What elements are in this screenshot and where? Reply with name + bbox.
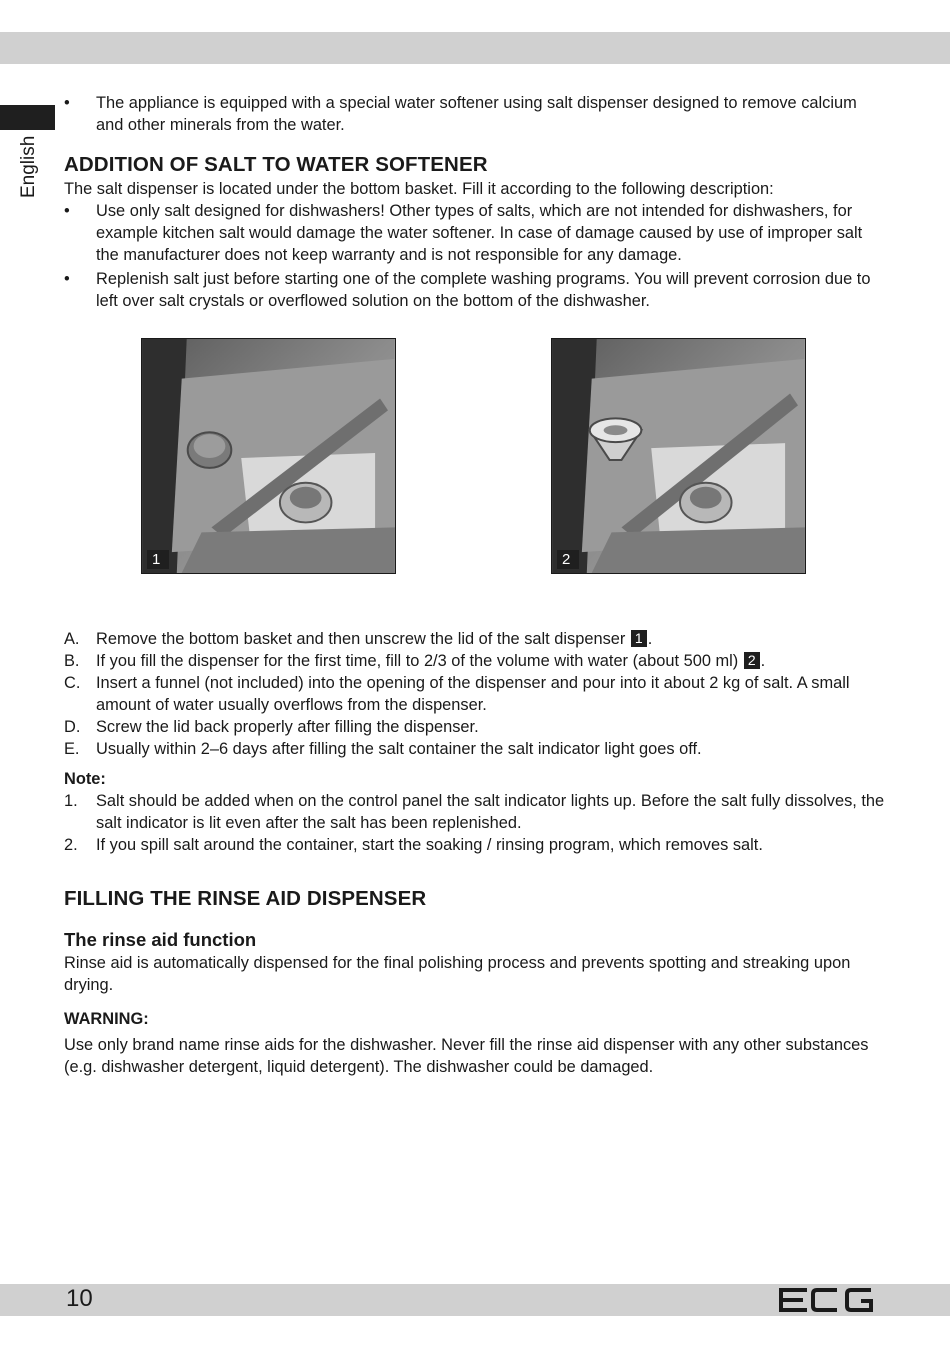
figure-ref-badge: 1 bbox=[631, 630, 647, 647]
list-item: C. Insert a funnel (not included) into the opening of the dispenser and pour into it about 2 kg of salt. A small amount of water usually overflows from the dispenser. bbox=[64, 674, 850, 714]
section-heading-salt: ADDITION OF SALT TO WATER SOFTENER bbox=[64, 153, 488, 176]
list-item: • Use only salt designed for dishwashers! Other types of salts, which are not intended for dishwashers, for example kitchen salt would damage the water softener. In case of damage caused by use of improper salt the manufacturer does not keep warranty and is not responsible for any damage. bbox=[64, 200, 886, 266]
intro-list bbox=[64, 92, 886, 136]
figure-number: 2 bbox=[557, 550, 579, 569]
section-heading-rinse: FILLING THE RINSE AID DISPENSER bbox=[64, 887, 427, 910]
salt-bullets bbox=[64, 200, 886, 312]
page-content bbox=[64, 92, 886, 1078]
salt-intro: The salt dispenser is located under the bottom basket. Fill it according to the following description: bbox=[64, 180, 774, 198]
figure-1-salt-dispenser bbox=[141, 338, 396, 574]
list-item: • The appliance is equipped with a special water softener using salt dispenser designed to remove calcium and other minerals from the water. bbox=[64, 92, 886, 136]
page-number: 10 bbox=[66, 1285, 93, 1312]
list-item: E. Usually within 2–6 days after filling the salt container the salt indicator light goes off. bbox=[64, 740, 702, 758]
salt-dispenser-lid-photo bbox=[142, 339, 395, 573]
list-item: B. If you fill the dispenser for the first time, fill to 2/3 of the volume with water (about 500 ml) 2 . bbox=[64, 652, 766, 670]
notes-list bbox=[64, 790, 886, 856]
salt-steps bbox=[64, 628, 886, 760]
list-item: A. Remove the bottom basket and then unscrew the lid of the salt dispenser 1 . bbox=[64, 630, 653, 648]
ecg-logo bbox=[779, 1287, 875, 1313]
list-item: D. Screw the lid back properly after filling the dispenser. bbox=[64, 718, 479, 736]
list-item: 2. If you spill salt around the container, start the soaking / rinsing program, which removes salt. bbox=[64, 836, 763, 854]
funnel-in-dispenser-photo bbox=[552, 339, 805, 573]
header-band bbox=[0, 32, 950, 64]
warning-text: Use only brand name rinse aids for the dishwasher. Never fill the rinse aid dispenser with any other substances (e.g. dishwasher detergent, liquid detergent). The dishwasher could be damaged. bbox=[64, 1036, 869, 1076]
figure-number: 1 bbox=[147, 550, 169, 569]
figure-2-funnel bbox=[551, 338, 806, 574]
figure-ref-badge: 2 bbox=[744, 652, 760, 669]
subheading-rinse-function: The rinse aid function bbox=[64, 929, 257, 950]
language-label: English bbox=[18, 135, 39, 198]
list-item: 1. Salt should be added when on the control panel the salt indicator lights up. Before the salt fully dissolves, the salt indicator is lit even after the salt has been replenished. bbox=[64, 792, 885, 832]
rinse-text: Rinse aid is automatically dispensed for the final polishing process and prevents spotting and streaking upon drying. bbox=[64, 954, 851, 994]
note-label: Note: bbox=[64, 770, 106, 788]
list-item: • Replenish salt just before starting one of the complete washing programs. You will prevent corrosion due to left over salt crystals or overflowed solution on the bottom of the dishwasher. bbox=[64, 268, 886, 312]
figures-row bbox=[64, 338, 886, 628]
warning-label: WARNING: bbox=[64, 1010, 149, 1028]
